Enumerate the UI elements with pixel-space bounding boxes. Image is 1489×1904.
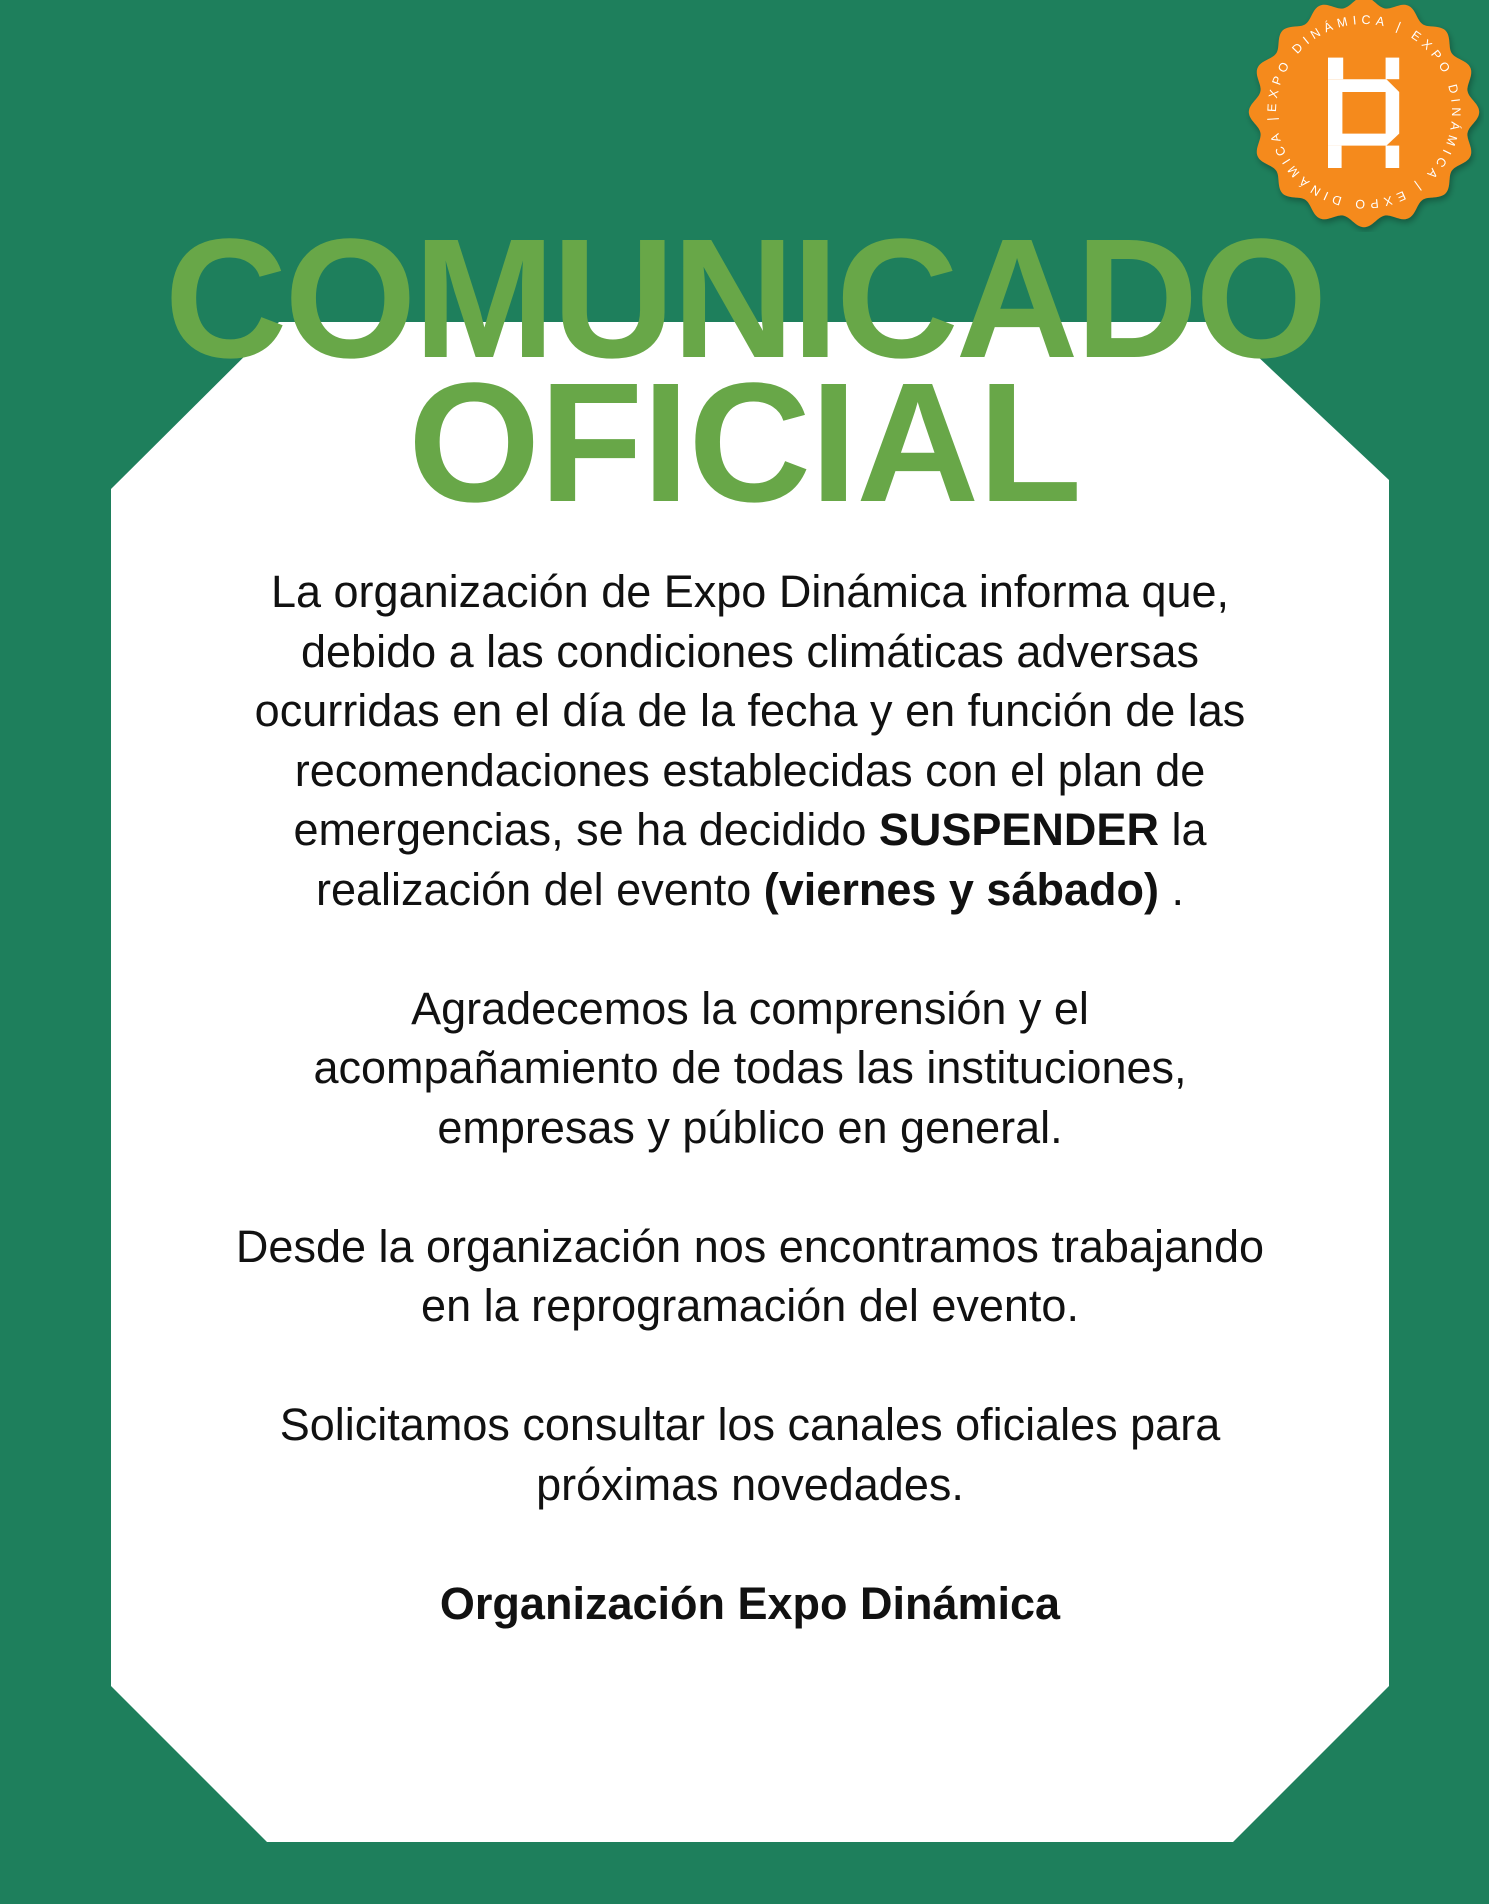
body-line: ocurridas en el día de la fecha y en función de las (254, 685, 1246, 736)
body-line: debido a las condiciones climáticas adversas (301, 625, 1199, 677)
body-line (111, 860, 1389, 920)
badge-ring-text: EXPO DINÁMICA | EXPO DINÁMICA | EXPO DINÁMICA | (1264, 12, 1464, 212)
body-line: Desde la organización nos encontramos trabajando (235, 1220, 1265, 1272)
body-line: acompañamiento de todas las instituciones, (313, 1042, 1187, 1093)
title-oficial: OFICIAL (408, 348, 1081, 538)
body-line: recomendaciones establecidas con el plan de (294, 744, 1206, 796)
text: . (1158, 863, 1184, 915)
expo-dinamica-badge (1244, 0, 1484, 232)
body-line: Agradecemos la comprensión y el (411, 982, 1089, 1034)
body-line: La organización de Expo Dinámica informa que, (270, 566, 1230, 617)
announcement-body (111, 562, 1389, 1633)
body-line: en la reprogramación del evento. (421, 1280, 1079, 1331)
text: la (1158, 804, 1207, 855)
text: emergencias, se ha decidido (293, 804, 879, 855)
body-line: Solicitamos consultar los canales oficiales para (279, 1399, 1221, 1450)
title-comunicado: COMUNICADO (164, 204, 1325, 394)
suspender-emphasis: SUSPENDER (878, 804, 1159, 855)
dates-emphasis: (viernes y sábado) (763, 863, 1159, 915)
text: realización del evento (316, 863, 764, 915)
badge-scalloped-shape (1249, 0, 1479, 227)
body-line: próximas novedades. (536, 1458, 964, 1510)
signature: Organización Expo Dinámica (439, 1577, 1061, 1629)
body-line (111, 800, 1389, 860)
body-line: empresas y público en general. (437, 1101, 1063, 1153)
